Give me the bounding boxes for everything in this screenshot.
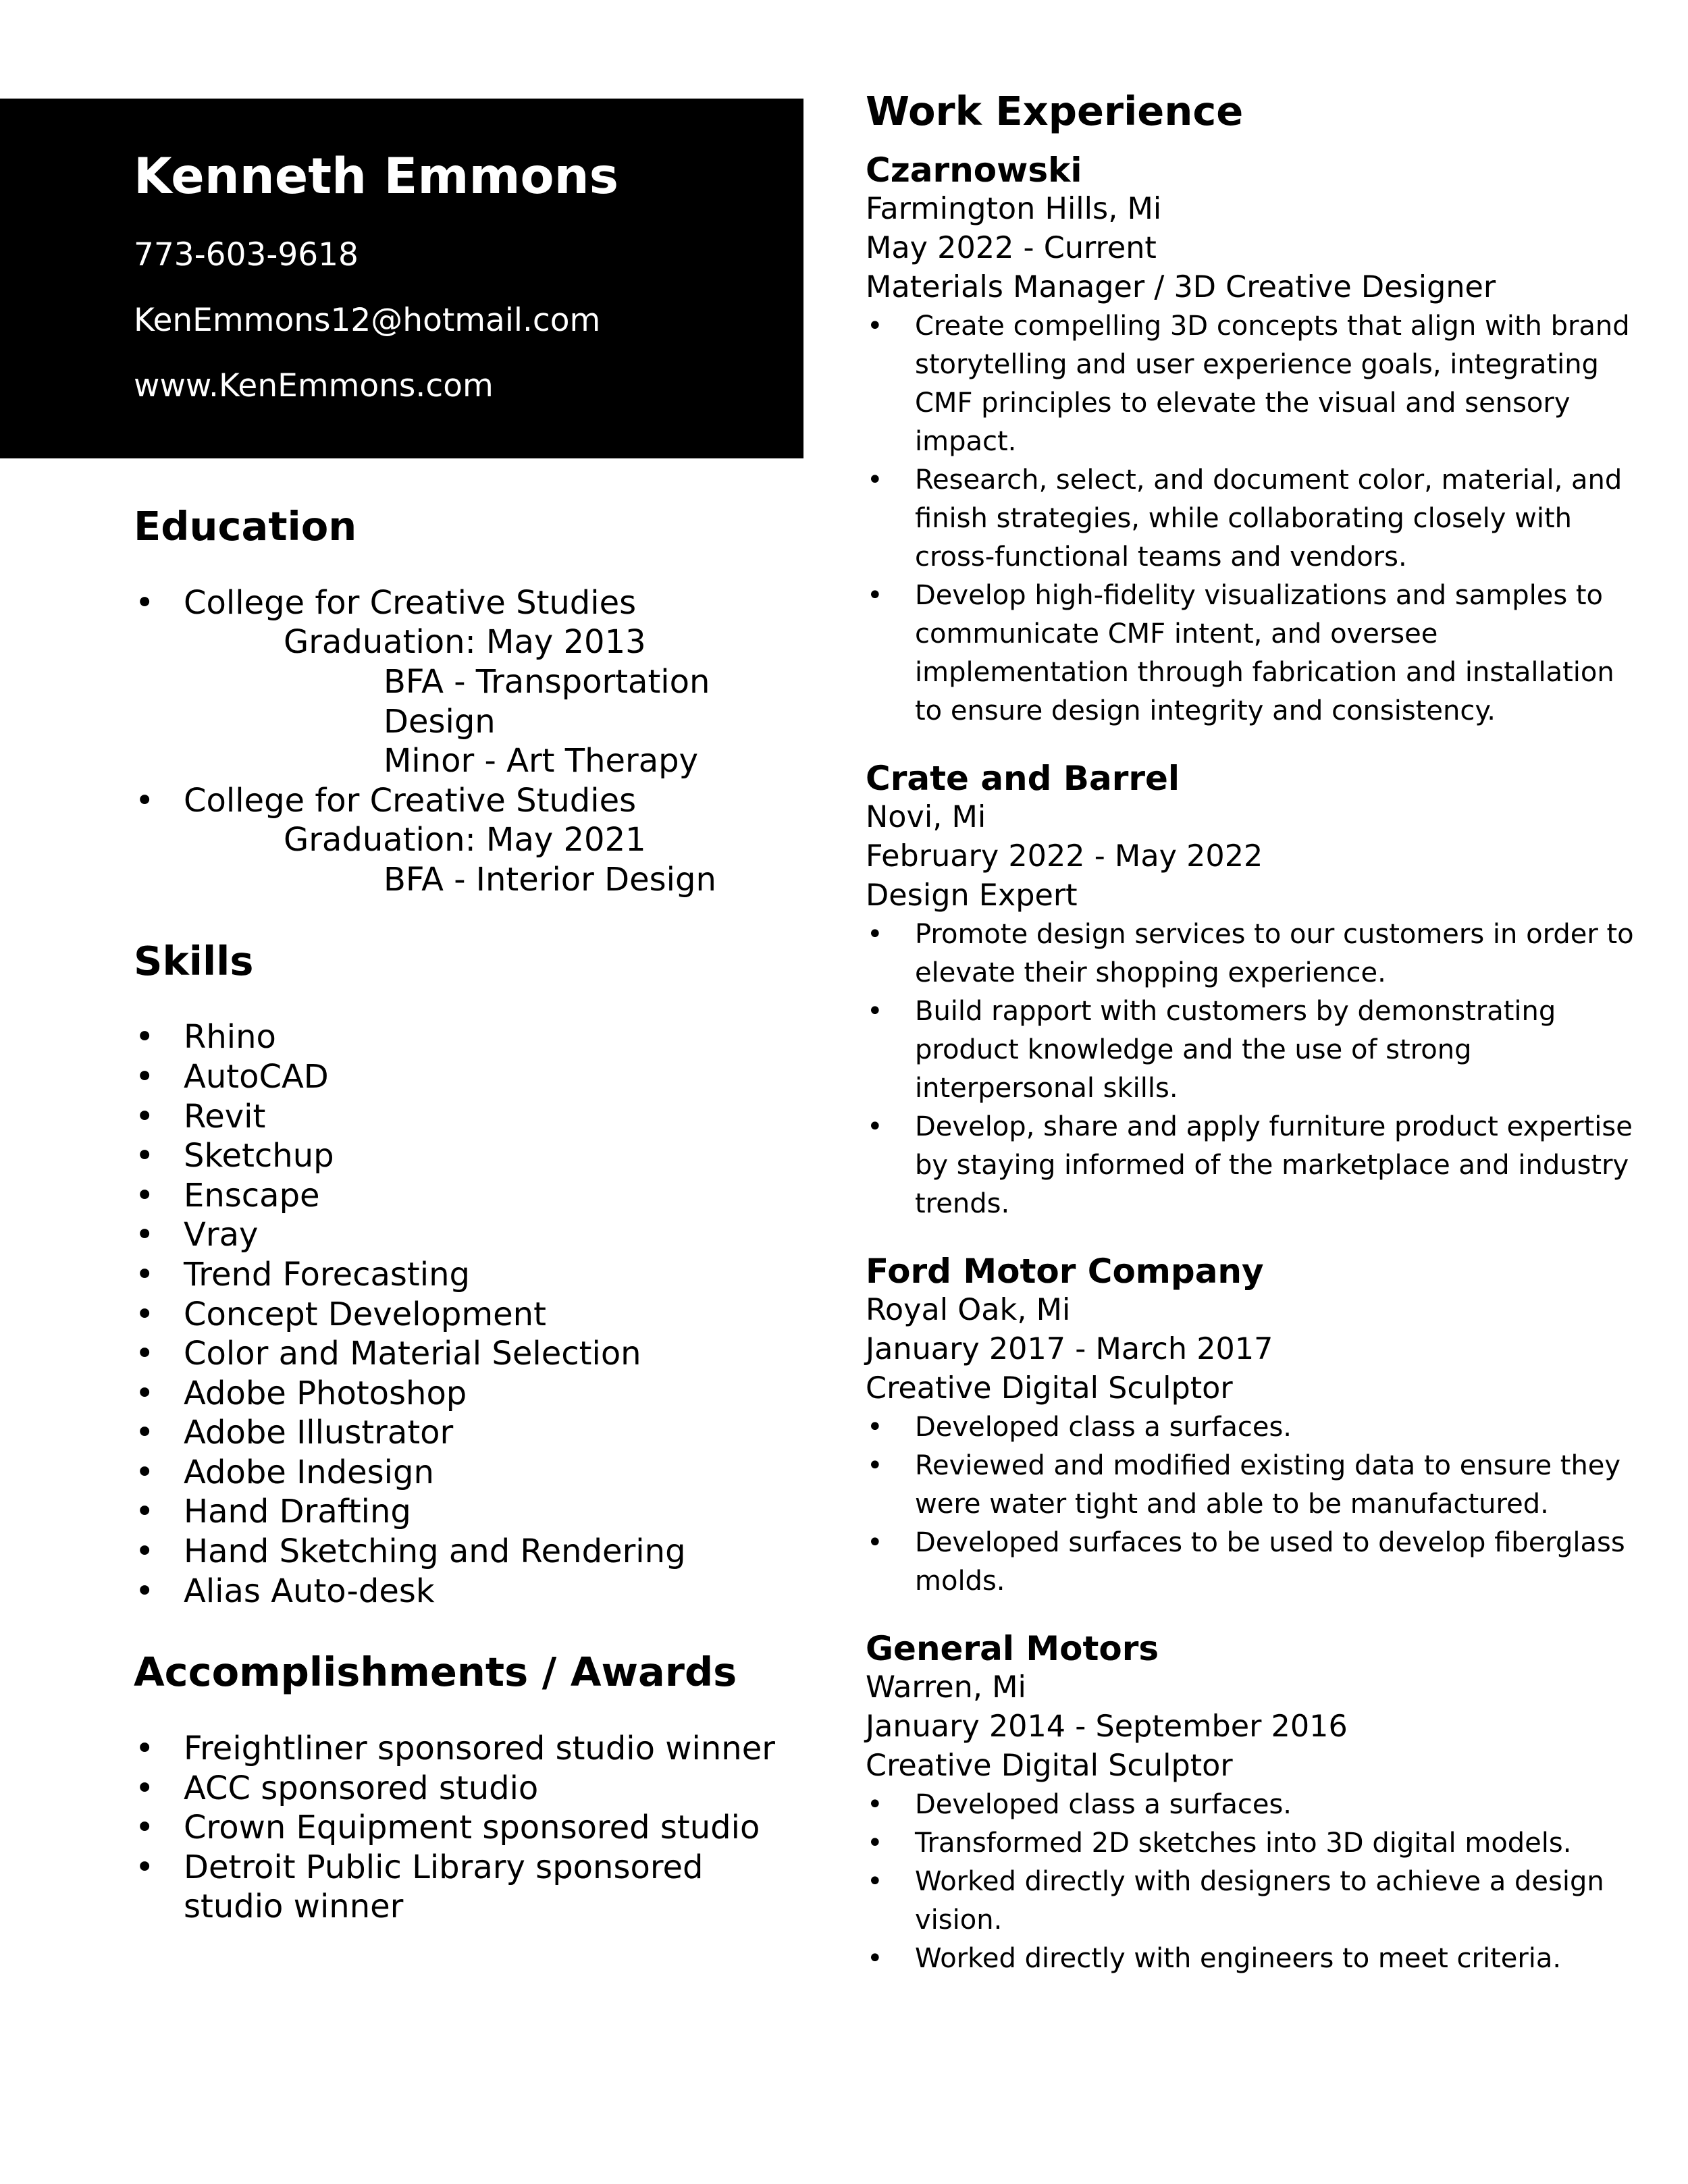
left-column	[134, 503, 802, 1927]
skill-item	[134, 1453, 802, 1493]
duty-item	[866, 1824, 1649, 1863]
website-link: www.KenEmmons.com	[134, 367, 494, 404]
duty-item	[866, 307, 1649, 461]
bullet-icon: •	[135, 1018, 155, 1057]
degree: BFA - Interior Design	[384, 860, 716, 899]
skill-item	[134, 1176, 802, 1216]
bullet-icon: •	[135, 1730, 155, 1768]
graduation-date: Graduation: May 2021	[284, 821, 646, 859]
bullet-icon: •	[135, 1809, 155, 1847]
bullet-icon: •	[867, 579, 883, 611]
skill-label: Rhino	[184, 1018, 276, 1057]
skill-item	[134, 1413, 802, 1453]
award-item	[134, 1729, 802, 1769]
work-experience-title: Work Experience	[866, 88, 1244, 134]
company-name: Ford Motor Company	[866, 1251, 1264, 1291]
job-role: Design Expert	[866, 878, 1078, 913]
job-entry	[866, 151, 1649, 730]
duty-text: Research, select, and document color, material, and finish strategies, while collaborating closely with cross-functional teams and vendors.	[915, 464, 1623, 572]
duty-item	[866, 1786, 1649, 1824]
job-dates: January 2017 - March 2017	[866, 1331, 1273, 1366]
bullet-icon: •	[135, 1374, 155, 1412]
bullet-icon: •	[135, 1176, 155, 1215]
award-label: Freightliner sponsored studio winner	[184, 1730, 775, 1768]
bullet-icon: •	[867, 1865, 883, 1897]
skill-label: Sketchup	[184, 1137, 334, 1175]
skill-item	[134, 1136, 802, 1176]
job-role: Creative Digital Sculptor	[866, 1748, 1233, 1783]
bullet-icon: •	[135, 1216, 155, 1254]
duty-item	[866, 577, 1649, 730]
bullet-icon: •	[135, 1097, 155, 1136]
duty-text: Worked directly with designers to achieve a design vision.	[915, 1865, 1604, 1936]
bullet-icon: •	[135, 1057, 155, 1096]
duty-item	[866, 1863, 1649, 1940]
duty-text: Worked directly with engineers to meet criteria.	[915, 1942, 1562, 1974]
job-dates: January 2014 - September 2016	[866, 1709, 1348, 1744]
graduation-date: Graduation: May 2013	[284, 623, 646, 662]
award-item	[134, 1808, 802, 1848]
duties-list	[866, 1408, 1649, 1601]
duty-text: Promote design services to our customers in order to elevate their shopping experience.	[915, 918, 1634, 988]
skill-item	[134, 1057, 802, 1097]
education-title: Education	[134, 503, 357, 550]
degree: Minor - Art Therapy	[384, 742, 699, 780]
skill-item	[134, 1492, 802, 1532]
education-item	[134, 583, 802, 781]
bullet-icon: •	[135, 1295, 155, 1333]
job-entry	[866, 1629, 1649, 1978]
bullet-icon: •	[135, 1769, 155, 1807]
duty-text: Build rapport with customers by demonstrating product knowledge and the use of strong interpersonal skills.	[915, 995, 1556, 1104]
school-name: College for Creative Studies	[184, 781, 637, 820]
skill-item	[134, 1215, 802, 1255]
duty-item	[866, 992, 1649, 1108]
award-item	[134, 1769, 802, 1809]
award-label: Detroit Public Library sponsored studio winner	[184, 1848, 704, 1926]
skill-label: AutoCAD	[184, 1057, 329, 1096]
skill-item	[134, 1295, 802, 1335]
skill-item	[134, 1532, 802, 1572]
duty-item	[866, 1940, 1649, 1978]
right-column	[866, 88, 1649, 1978]
job-entry	[866, 1252, 1649, 1601]
duties-list	[866, 915, 1649, 1223]
bullet-icon: •	[135, 1493, 155, 1531]
skill-item	[134, 1374, 802, 1414]
bullet-icon: •	[135, 1453, 155, 1491]
bullet-icon: •	[867, 1111, 883, 1142]
job-location: Warren, Mi	[866, 1670, 1026, 1705]
bullet-icon: •	[135, 1848, 155, 1886]
duty-item	[866, 1524, 1649, 1601]
skills-list	[134, 1017, 802, 1611]
bullet-icon: •	[867, 918, 883, 950]
job-dates: May 2022 - Current	[866, 230, 1157, 265]
skill-label: Alias Auto-desk	[184, 1572, 435, 1610]
email-address: KenEmmons12@hotmail.com	[134, 302, 601, 339]
skill-item	[134, 1334, 802, 1374]
bullet-icon: •	[135, 1572, 155, 1610]
duty-text: Create compelling 3D concepts that align with brand storytelling and user experience goals, integrating CMF principles to elevate the visual and sensory impact.	[915, 310, 1630, 457]
awards-title: Accomplishments / Awards	[134, 1649, 737, 1696]
duty-item	[866, 1408, 1649, 1447]
skill-label: Revit	[184, 1097, 266, 1136]
duty-item	[866, 1108, 1649, 1223]
skill-item	[134, 1572, 802, 1612]
duty-text: Develop high-fidelity visualizations and samples to communicate CMF intent, and oversee implementation through fabrication and installation to ensure design integrity and consistency.	[915, 579, 1614, 726]
bullet-icon: •	[867, 1411, 883, 1443]
bullet-icon: •	[135, 1137, 155, 1175]
job-location: Royal Oak, Mi	[866, 1292, 1071, 1327]
skill-label: Adobe Photoshop	[184, 1374, 467, 1412]
skill-label: Vray	[184, 1216, 259, 1254]
skill-item	[134, 1255, 802, 1295]
duty-text: Developed surfaces to be used to develop fiberglass molds.	[915, 1526, 1625, 1597]
award-label: Crown Equipment sponsored studio	[184, 1809, 760, 1847]
bullet-icon: •	[867, 464, 883, 496]
degree: BFA - Transportation Design	[384, 662, 710, 741]
duties-list	[866, 1786, 1649, 1978]
award-item	[134, 1848, 778, 1927]
bullet-icon: •	[135, 1533, 155, 1571]
duty-text: Developed class a surfaces.	[915, 1788, 1292, 1820]
job-location: Farmington Hills, Mi	[866, 191, 1162, 226]
duty-item	[866, 915, 1649, 992]
bullet-icon: •	[135, 1335, 155, 1373]
skill-label: Adobe Indesign	[184, 1453, 434, 1491]
skill-label: Hand Sketching and Rendering	[184, 1533, 686, 1571]
duty-item	[866, 461, 1649, 577]
job-role: Materials Manager / 3D Creative Designer	[866, 269, 1496, 304]
duty-text: Develop, share and apply furniture product expertise by staying informed of the marketplace and industry trends.	[915, 1111, 1633, 1219]
job-dates: February 2022 - May 2022	[866, 838, 1263, 874]
education-item	[134, 781, 802, 900]
skills-title: Skills	[134, 937, 254, 984]
school-name: College for Creative Studies	[184, 583, 637, 622]
bullet-icon: •	[867, 995, 883, 1027]
duty-text: Developed class a surfaces.	[915, 1411, 1292, 1443]
job-entry	[866, 759, 1649, 1223]
bullet-icon: •	[867, 310, 883, 342]
awards-list	[134, 1729, 802, 1927]
company-name: Czarnowski	[866, 150, 1082, 190]
bullet-icon: •	[867, 1788, 883, 1820]
education-list	[134, 583, 802, 900]
bullet-icon: •	[135, 1255, 155, 1294]
bullet-icon: •	[135, 1414, 155, 1452]
bullet-icon: •	[867, 1526, 883, 1558]
candidate-name: Kenneth Emmons	[134, 148, 619, 205]
duty-text: Reviewed and modified existing data to ensure they were water tight and able to be manufactured.	[915, 1449, 1621, 1520]
skill-label: Trend Forecasting	[184, 1255, 470, 1294]
bullet-icon: •	[135, 583, 155, 622]
bullet-icon: •	[867, 1942, 883, 1974]
skill-item	[134, 1097, 802, 1137]
bullet-icon: •	[867, 1449, 883, 1481]
skill-label: Concept Development	[184, 1295, 546, 1333]
skill-label: Color and Material Selection	[184, 1335, 641, 1373]
skill-label: Enscape	[184, 1176, 320, 1215]
duties-list	[866, 307, 1649, 730]
duty-text: Transformed 2D sketches into 3D digital models.	[915, 1827, 1572, 1859]
duty-item	[866, 1447, 1649, 1524]
job-location: Novi, Mi	[866, 799, 986, 834]
company-name: Crate and Barrel	[866, 758, 1180, 798]
skill-item	[134, 1017, 802, 1057]
skill-label: Adobe Illustrator	[184, 1414, 454, 1452]
bullet-icon: •	[867, 1827, 883, 1859]
skill-label: Hand Drafting	[184, 1493, 411, 1531]
bullet-icon: •	[135, 781, 155, 820]
phone-number: 773-603-9618	[134, 236, 359, 273]
job-role: Creative Digital Sculptor	[866, 1370, 1233, 1406]
award-label: ACC sponsored studio	[184, 1769, 539, 1807]
company-name: General Motors	[866, 1628, 1159, 1668]
